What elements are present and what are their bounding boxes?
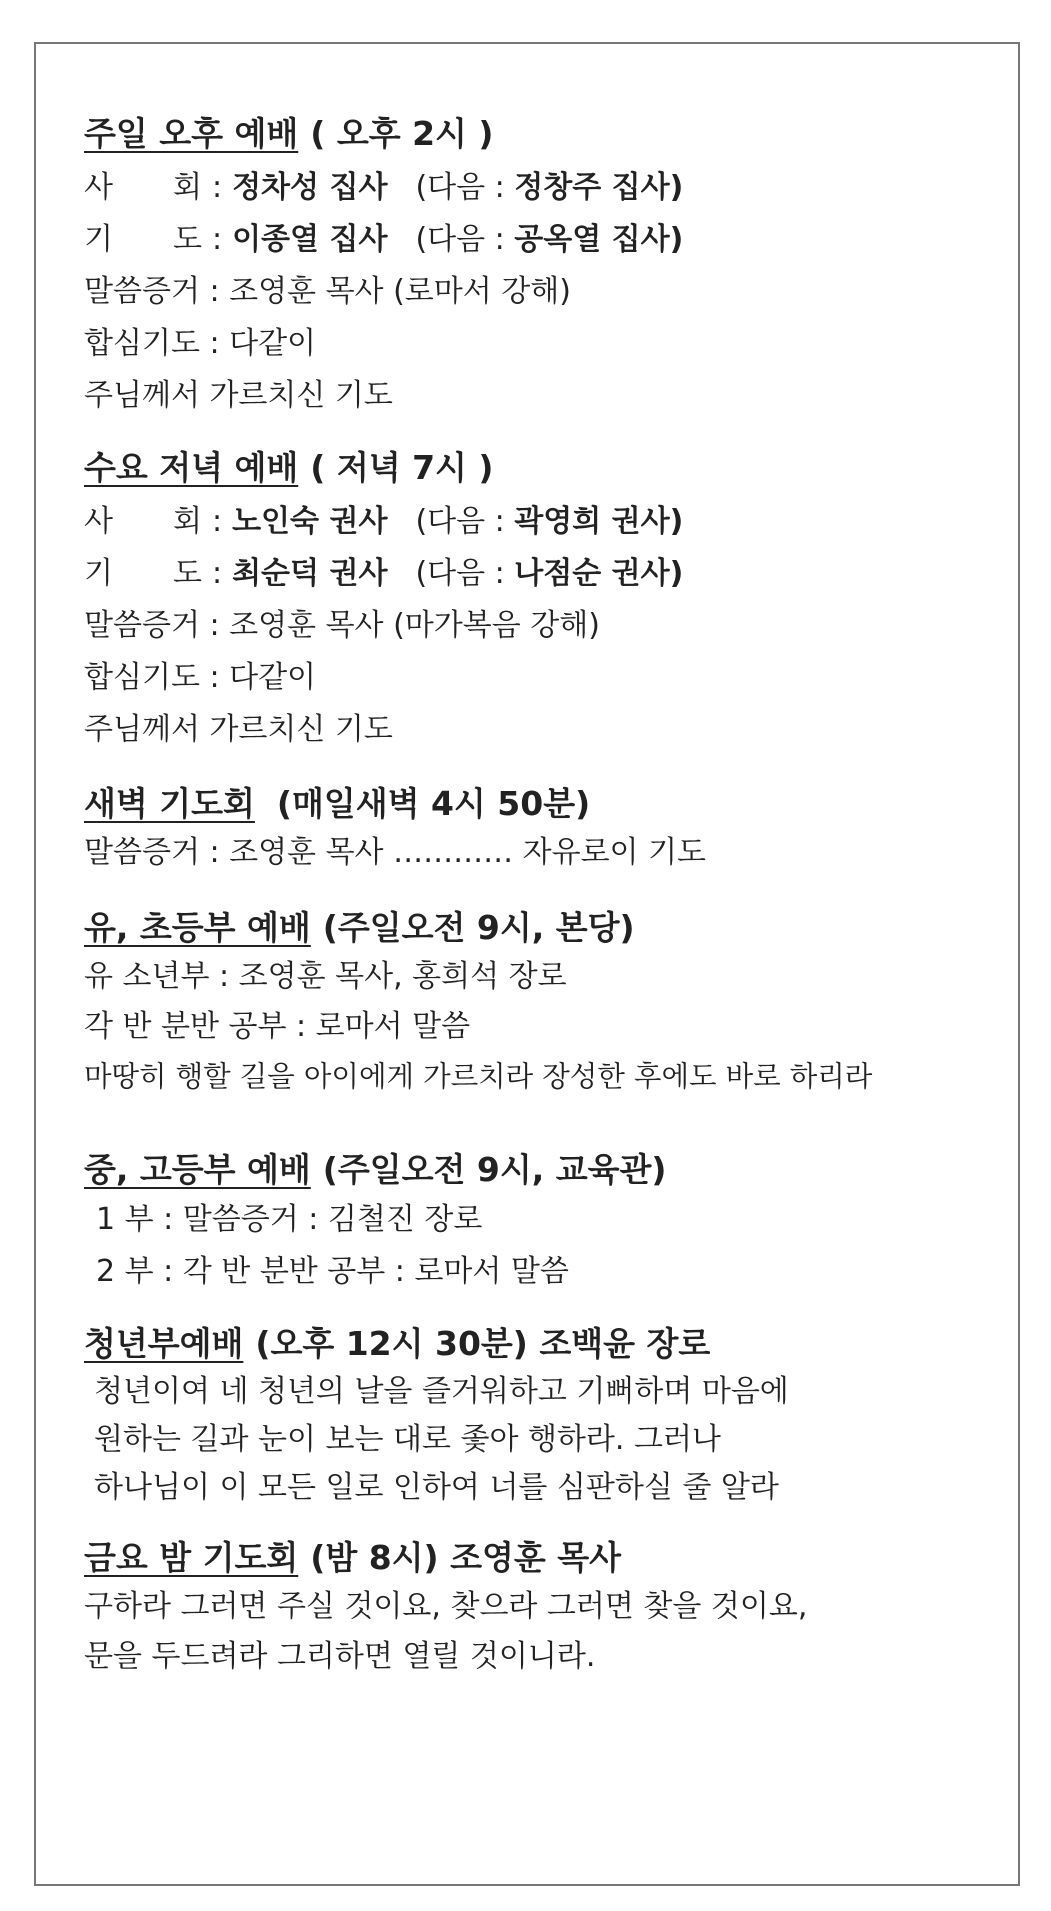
section-time: (주일오전 9시, 본당) [322,908,635,947]
next-leader-name: 정창주 집사) [514,170,684,205]
section-title: 중, 고등부 예배 [84,1150,311,1189]
study-row: 각 반 분반 공부 : 로마서 말씀 [84,1009,471,1044]
section-heading [84,1320,984,1368]
section-heading [84,1146,984,1194]
sermon-row: 유 소년부 : 조영훈 목사, 홍희석 장로 [84,959,567,994]
next-prefix: (다음 : [415,504,505,539]
section-title: 청년부예배 [84,1324,244,1363]
next-leader-name: 곽영희 권사) [514,504,684,539]
next-prayer-name: 나점순 권사) [514,556,684,591]
section-time: (밤 8시) 조영훈 목사 [310,1538,621,1577]
section-dawn-prayer [84,780,984,878]
lords-prayer-row: 주님께서 가르치신 기도 [84,378,393,413]
section-heading [84,110,984,158]
lords-prayer-row: 주님께서 가르치신 기도 [84,712,393,747]
leader-name: 정차성 집사 [232,170,388,205]
verse-line: 문을 두드려라 그리하면 열릴 것이니라. [84,1639,596,1674]
section-friday-night [84,1534,984,1682]
prayer-row [84,214,984,266]
section-time: (주일오전 9시, 교육관) [322,1150,667,1189]
bulletin-content [84,110,984,1682]
leader-label: 사 회 [84,170,202,205]
next-leader [415,504,683,539]
verse-row: 마땅히 행할 길을 아이에게 가르치라 장성한 후에도 바로 하리라 [84,1060,873,1093]
section-time: (매일새벽 4시 50분) [276,784,591,823]
section-heading [84,1534,984,1582]
section-heading [84,904,984,952]
section-time: ( 저녁 7시 ) [310,448,494,487]
section-title: 주일 오후 예배 [84,114,299,153]
section-young-adult [84,1320,984,1512]
colon: : [211,504,223,539]
colon: : [211,222,223,257]
leader-row [84,496,984,548]
section-children [84,904,984,1102]
next-prefix: (다음 : [415,222,505,257]
section-title: 수요 저녁 예배 [84,448,299,487]
section-title: 새벽 기도회 [84,784,255,823]
section-sunday-afternoon [84,110,984,422]
unison-prayer-row: 합심기도 : 다같이 [84,660,317,695]
next-prefix: (다음 : [415,556,505,591]
leader-label: 사 회 [84,504,202,539]
verse-line: 원하는 길과 눈이 보는 대로 좇아 행하라. 그러나 [94,1422,721,1457]
sermon-row: 말씀증거 : 조영훈 목사 (로마서 강해) [84,274,571,309]
section-youth [84,1146,984,1298]
prayer-name: 이종열 집사 [232,222,388,257]
next-prayer [415,222,683,257]
next-leader [415,170,683,205]
verse-line: 구하라 그러면 주실 것이요, 찾으라 그러면 찾을 것이요, [84,1589,808,1624]
unison-prayer-row: 합심기도 : 다같이 [84,326,317,361]
leader-name: 노인숙 권사 [232,504,388,539]
prayer-label: 기 도 [84,222,202,257]
colon: : [211,556,223,591]
section-title: 금요 밤 기도회 [84,1538,299,1577]
next-prayer-name: 공옥열 집사) [514,222,684,257]
part-one-row: 1 부 : 말씀증거 : 김철진 장로 [96,1202,483,1237]
colon: : [211,170,223,205]
section-time: ( 오후 2시 ) [310,114,494,153]
section-heading [84,444,984,492]
leader-row [84,162,984,214]
section-wednesday-evening [84,444,984,756]
section-time: (오후 12시 30분) 조백윤 장로 [255,1324,711,1363]
prayer-label: 기 도 [84,556,202,591]
section-title: 유, 초등부 예배 [84,908,311,947]
next-prefix: (다음 : [415,170,505,205]
prayer-row [84,548,984,600]
part-two-row: 2 부 : 각 반 분반 공부 : 로마서 말씀 [96,1254,569,1289]
section-heading [84,780,984,828]
sermon-row: 말씀증거 : 조영훈 목사 (마가복음 강해) [84,608,600,643]
next-prayer [415,556,683,591]
sermon-row: 말씀증거 : 조영훈 목사 ………… 자유로이 기도 [84,835,707,870]
prayer-name: 최순덕 권사 [232,556,388,591]
verse-line: 청년이여 네 청년의 날을 즐거워하고 기뻐하며 마음에 [94,1374,789,1409]
verse-line: 하나님이 이 모든 일로 인하여 너를 심판하실 줄 알라 [94,1470,779,1505]
